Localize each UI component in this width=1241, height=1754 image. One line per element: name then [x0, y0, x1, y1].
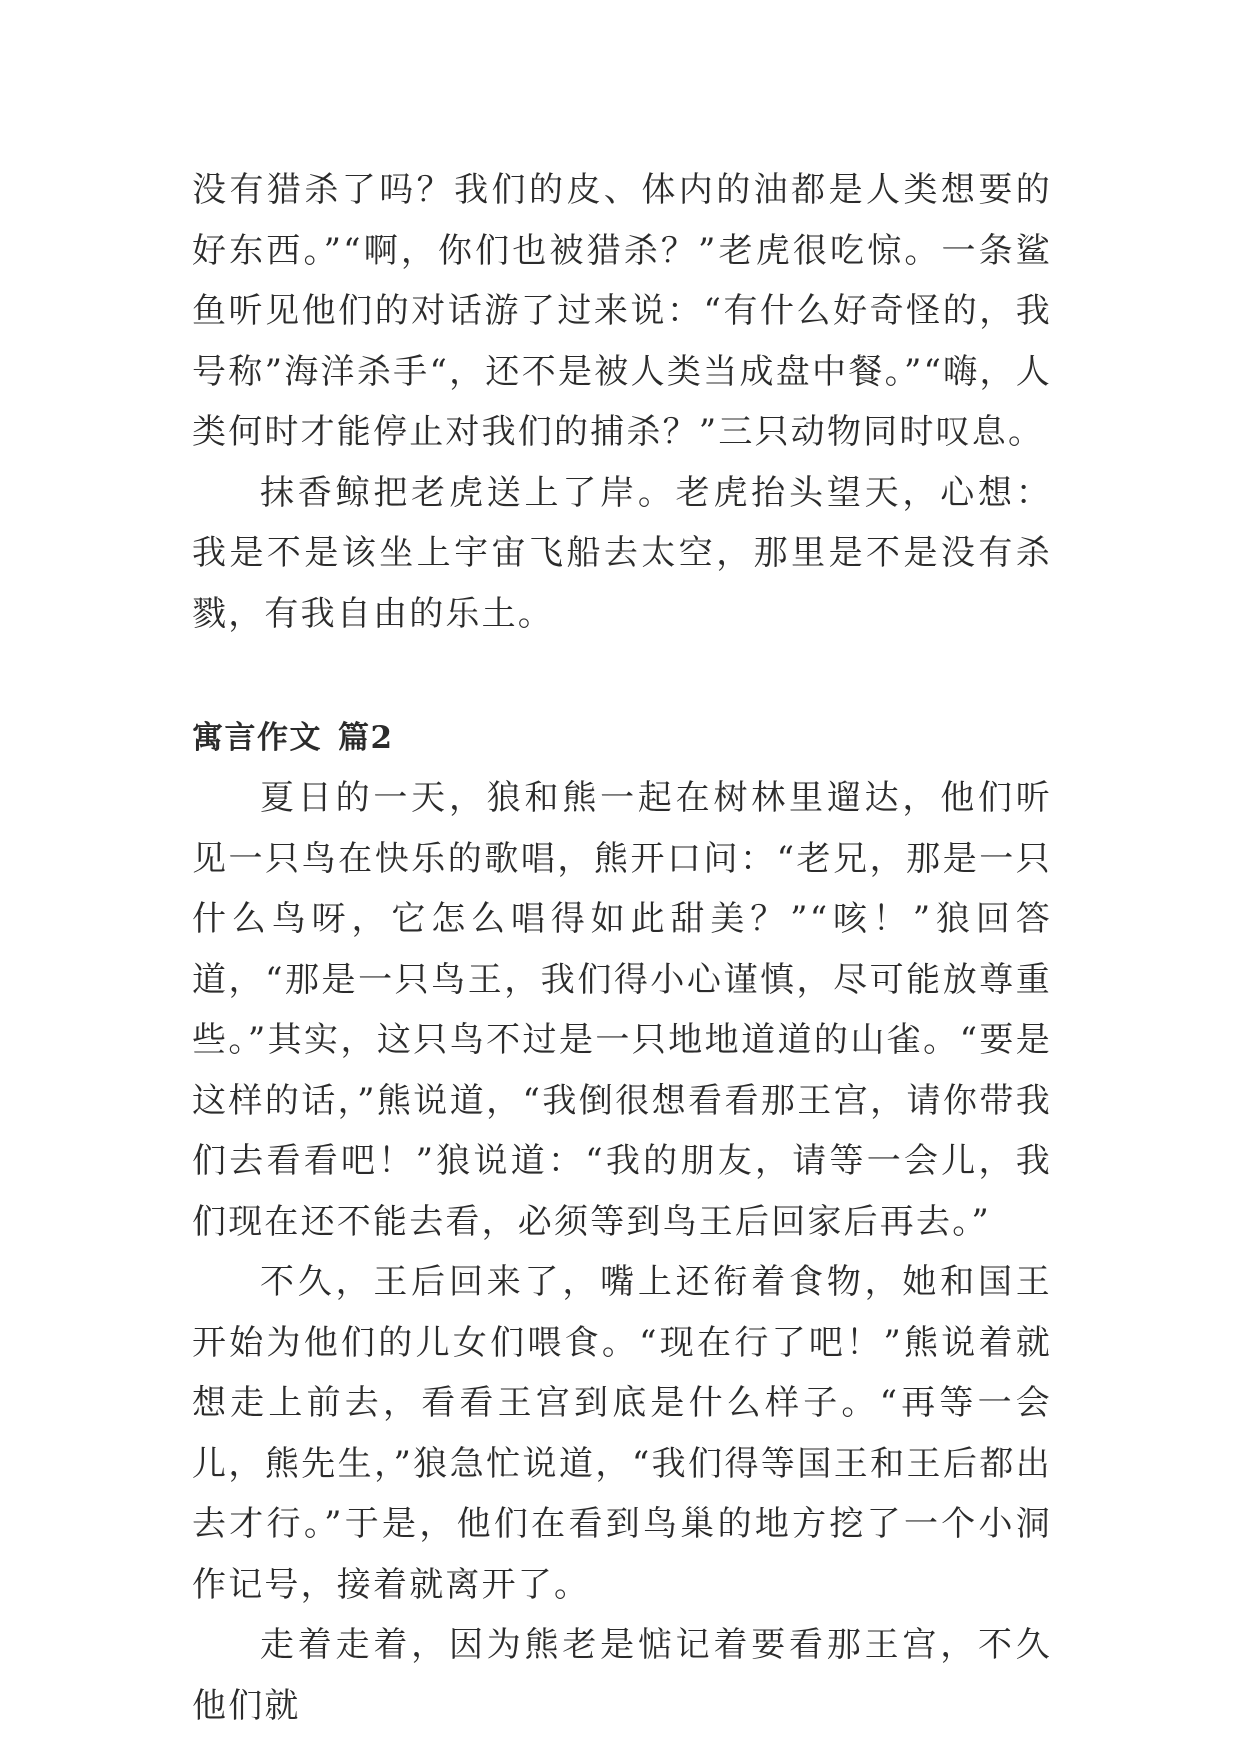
- paragraph-queen-returns: 不久，王后回来了，嘴上还衔着食物，她和国王开始为他们的儿女们喂食。“现在行了吧！”熊说着就想走上前去，看看王宫到底是什么样子。“再等一会儿，熊先生，”狼急忙说道，“我们得等国王和王后都出去才行。”于是，他们在看到鸟巢的地方挖了一个小洞作记号，接着就离开了。: [192, 1262, 1052, 1605]
- section-heading-suffix: 篇2: [338, 720, 394, 756]
- section-heading: [192, 708, 1052, 768]
- section-heading-title: 寓言作文: [192, 720, 322, 756]
- paragraph-wolf-bear: 夏日的一天，狼和熊一起在树林里遛达，他们听见一只鸟在快乐的歌唱，熊开口问：“老兄，那是一只什么鸟呀，它怎么唱得如此甜美？”“咳！”狼回答道，“那是一只鸟王，我们得小心谨慎，尽可能放尊重些。”其实，这只鸟不过是一只地地道道的山雀。“要是这样的话，”熊说道，“我倒很想看看那王宫，请你带我们去看看吧！”狼说道：“我的朋友，请等一会儿，我们现在还不能去看，必须等到鸟王后回家后再去。”: [192, 778, 1052, 1242]
- document-body: [192, 160, 1052, 1736]
- paragraph-continued: 没有猎杀了吗？我们的皮、体内的油都是人类想要的好东西。”“啊，你们也被猎杀？”老虎很吃惊。一条鲨鱼听见他们的对话游了过来说：“有什么好奇怪的，我号称”海洋杀手“，还不是被人类当成盘中餐。”“嗨，人类何时才能停止对我们的捕杀？”三只动物同时叹息。: [192, 170, 1052, 452]
- paragraph-whale-shore: 抹香鲸把老虎送上了岸。老虎抬头望天，心想：我是不是该坐上宇宙飞船去太空，那里是不是没有杀戮，有我自由的乐土。: [192, 472, 1052, 634]
- section-spacer: [192, 644, 1052, 708]
- paragraph-walking-on: 走着走着，因为熊老是惦记着要看那王宫，不久他们就: [192, 1625, 1052, 1726]
